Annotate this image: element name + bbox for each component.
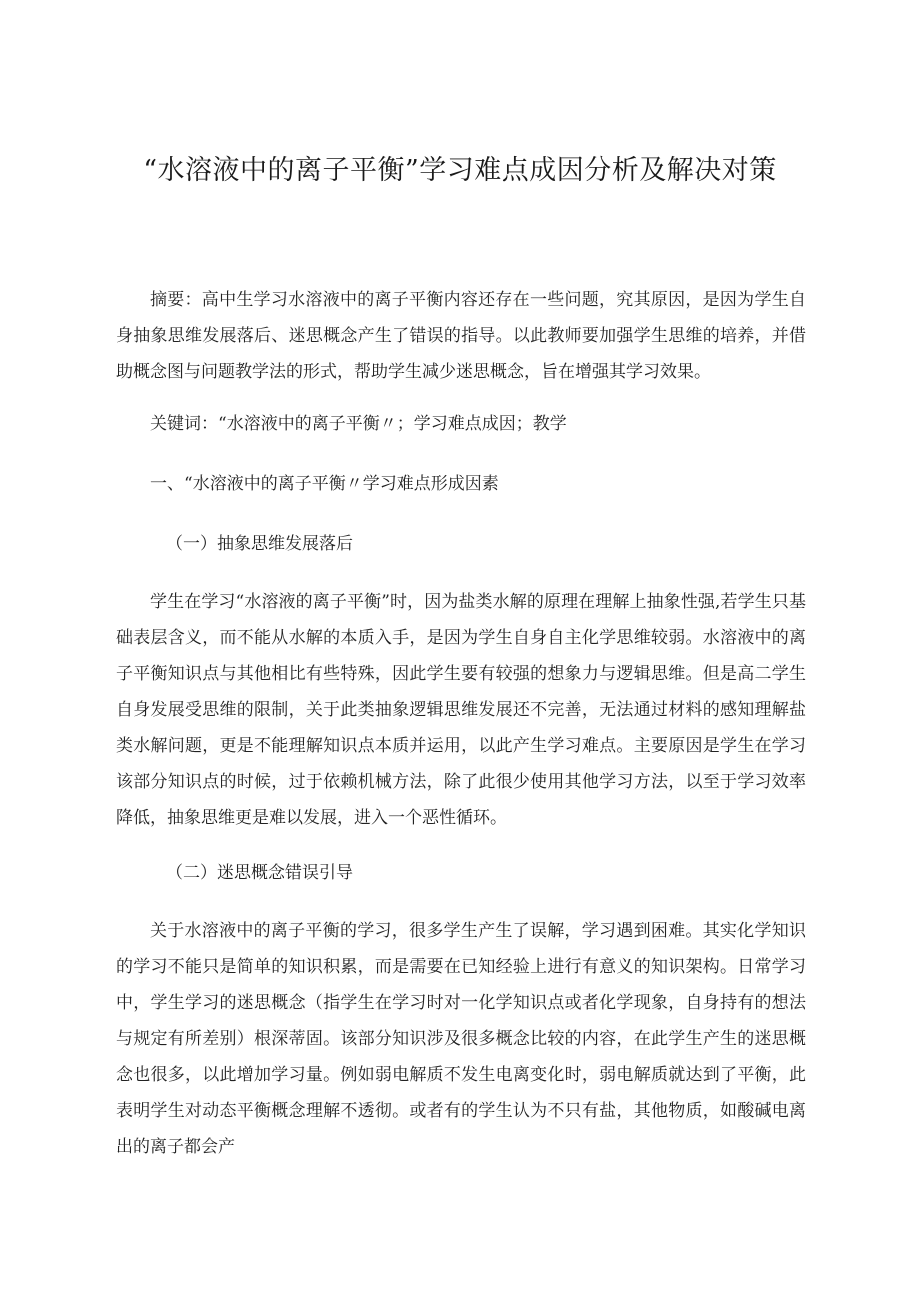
- abstract-text: 摘要：高中生学习水溶液中的离子平衡内容还存在一些问题，究其原因，是因为学生自身抽象思维发展落后、迷思概念产生了错误的指导。以此教师要加强学生思维的培养，并借助概念图与问题教学法的形式，帮助学生减少迷思概念，旨在增强其学习效果。: [116, 290, 806, 382]
- keywords-line: 关键词：“水溶液中的离子平衡〃；学习难点成因；教学: [150, 414, 567, 434]
- subsection-2-paragraph: [116, 913, 806, 1165]
- subsection-heading-2: （二）迷思概念错误引导: [166, 863, 353, 883]
- section-heading-1: 一、“水溶液中的离子平衡〃学习难点形成因素: [150, 474, 499, 494]
- document-title: “水溶液中的离子平衡”学习难点成因分析及解决对策: [143, 155, 777, 186]
- abstract-paragraph: [116, 282, 806, 390]
- subsection-1-paragraph: [116, 584, 806, 836]
- subsection-2-text: 关于水溶液中的离子平衡的学习，很多学生产生了误解，学习遇到困难。其实化学知识的学习不能只是简单的知识积累，而是需要在已知经验上进行有意义的知识架构。日常学习中，学生学习的迷思概念（指学生在学习时对一化学知识点或者化学现象，自身持有的想法与规定有所差别）根深蒂固。该部分知识涉及很多概念比较的内容，在此学生产生的迷思概念也很多，以此增加学习量。例如弱电解质不发生电离变化时，弱电解质就达到了平衡，此表明学生对动态平衡概念理解不透彻。或者有的学生认为不只有盐，其他物质，如酸碱电离出的离子都会产: [116, 921, 806, 1157]
- subsection-heading-1: （一）抽象思维发展落后: [166, 534, 353, 554]
- subsection-1-text: 学生在学习“水溶液的离子平衡”时，因为盐类水解的原理在理解上抽象性强,若学生只基础表层含义，而不能从水解的本质入手，是因为学生自身自主化学思维较弱。水溶液中的离子平衡知识点与其他相比有些特殊，因此学生要有较强的想象力与逻辑思维。但是高二学生自身发展受思维的限制，关于此类抽象逻辑思维发展还不完善，无法通过材料的感知理解盐类水解问题，更是不能理解知识点本质并运用，以此产生学习难点。主要原因是学生在学习该部分知识点的时候，过于依赖机械方法，除了此很少使用其他学习方法，以至于学习效率降低，抽象思维更是难以发展，进入一个恶性循环。: [116, 592, 806, 828]
